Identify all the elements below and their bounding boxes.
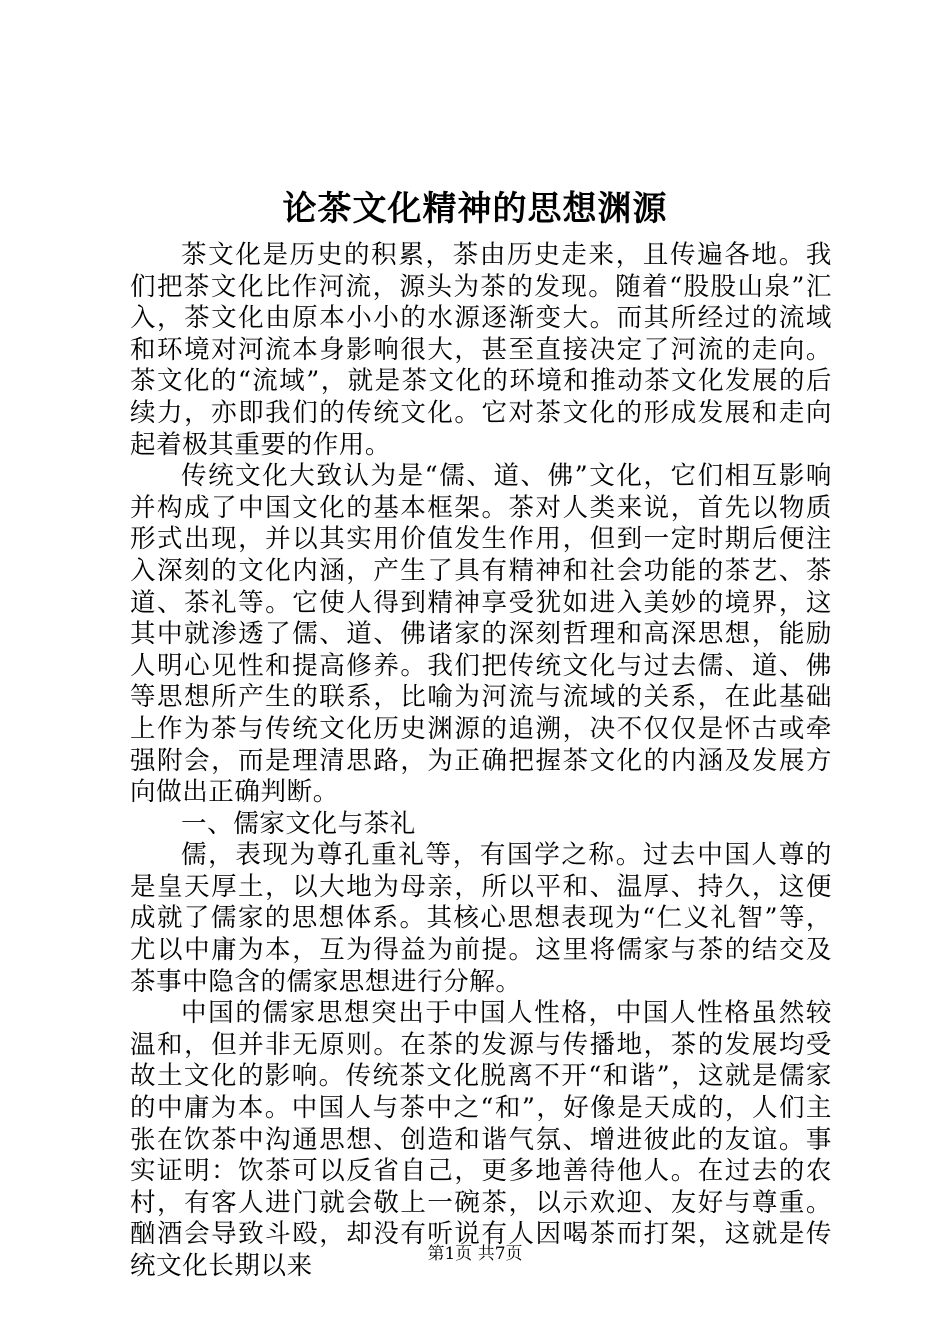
section-heading: 一、儒家文化与茶礼 bbox=[181, 808, 416, 839]
paragraph: 中国的儒家思想突出于中国人性格，中国人性格虽然较温和，但并非无原则。在茶的发源与传播地，茶的发展均受故土文化的影响。传统茶文化脱离不开“和谐”，这就是儒家的中庸为本。中国人与茶中之“和”，好像是天成的，人们主张在饮茶中沟通思想、创造和谐气氛、增进彼此的友谊。事实证明：饮茶可以反省自己，更多地善待他人。在过去的农村，有客人进门就会敬上一碗茶，以示欢迎、友好与尊重。酗酒会导致斗殴，却没有听说有人因喝茶而打架，这就是传统文化长期以来 bbox=[130, 998, 832, 1281]
paragraph: 茶文化是历史的积累，茶由历史走来，且传遍各地。我们把茶文化比作河流，源头为茶的发现。随着“股股山泉”汇入，茶文化由原本小小的水源逐渐变大。而其所经过的流域和环境对河流本身影响很大，甚至直接决定了河流的走向。茶文化的“流域”，就是茶文化的环境和推动茶文化发展的后续力，亦即我们的传统文化。它对茶文化的形成发展和走向起着极其重要的作用。 bbox=[130, 240, 832, 460]
document-body bbox=[130, 240, 832, 1283]
page-footer: 第1页 共7页 bbox=[427, 1244, 523, 1264]
paragraph: 儒，表现为尊孔重礼等，有国学之称。过去中国人尊的是皇天厚土，以大地为母亲，所以平和、温厚、持久，这便成就了儒家的思想体系。其核心思想表现为“仁义礼智”等，尤以中庸为本，互为得益为前提。这里将儒家与茶的结交及茶事中隐含的儒家思想进行分解。 bbox=[130, 840, 832, 997]
paragraph: 传统文化大致认为是“儒、道、佛”文化，它们相互影响并构成了中国文化的基本框架。茶对人类来说，首先以物质形式出现，并以其实用价值发生作用，但到一定时期后便注入深刻的文化内涵，产生了具有精神和社会功能的茶艺、茶道、茶礼等。它使人得到精神享受犹如进入美妙的境界，这其中就渗透了儒、道、佛诸家的深刻哲理和高深思想，能励人明心见性和提高修养。我们把传统文化与过去儒、道、佛等思想所产生的联系，比喻为河流与流域的关系，在此基础上作为茶与传统文化历史渊源的追溯，决不仅仅是怀古或牵强附会，而是理清思路，为正确把握茶文化的内涵及发展方向做出正确判断。 bbox=[130, 461, 832, 808]
document-title: 论茶文化精神的思想渊源 bbox=[282, 189, 668, 229]
